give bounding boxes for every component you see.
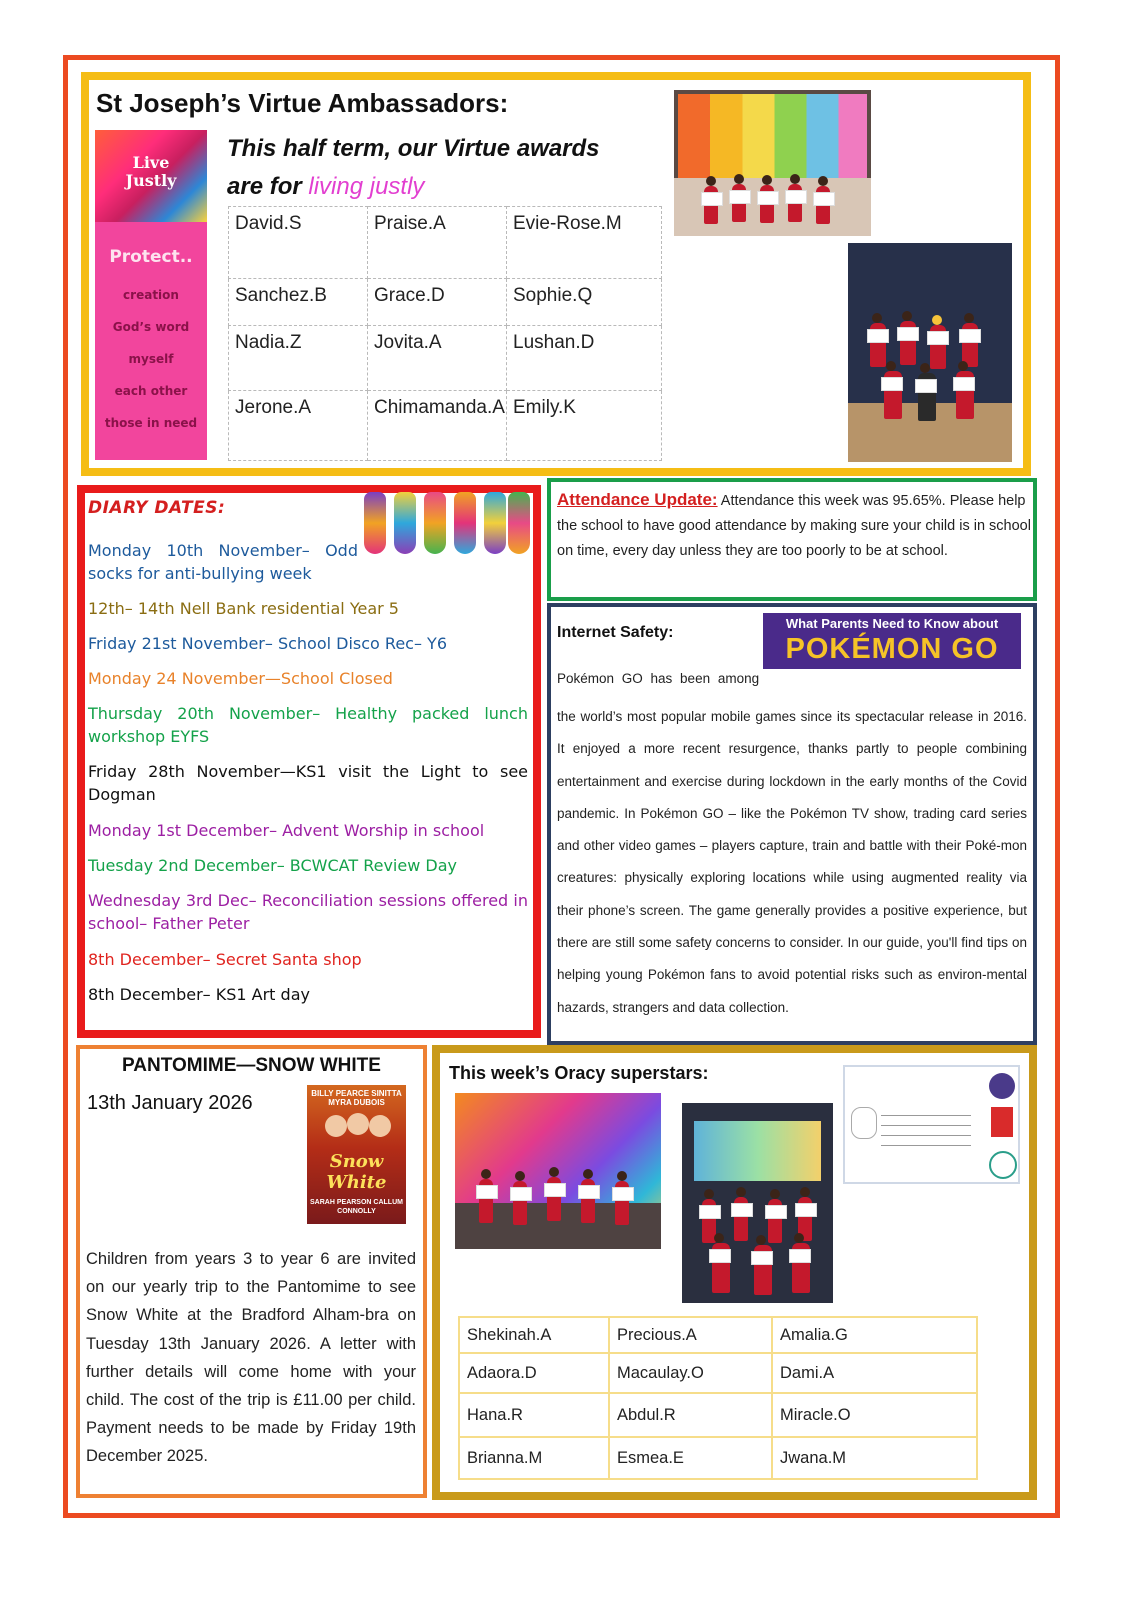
cert-tooth-icon [851,1107,877,1139]
child-figure [792,1243,810,1293]
name-cell: Jerone.A [229,391,368,461]
live-justly-banner [95,130,207,460]
name-cell: Emily.K [507,391,662,461]
cert-line [881,1145,971,1146]
name-cell: Nadia.Z [229,326,368,391]
cert-crest [991,1107,1013,1137]
diary-item: Monday 1st December– Advent Worship in school [88,821,485,840]
diary-item: Thursday 20th November– Healthy packed lunch workshop EYFS [88,704,528,746]
virtue-title: St Joseph’s Virtue Ambassadors: [96,88,509,118]
name-cell: David.S [229,207,368,279]
name-cell: Dami.A [772,1353,977,1393]
name-cell: Lushan.D [507,326,662,391]
table-row [459,1437,977,1479]
child-figure [712,1243,730,1293]
safety-intro: Pokémon GO has been among [557,671,760,686]
sock [508,492,530,554]
virtue-names-table [228,206,662,461]
pantomime-body: Children from years 3 to year 6 are invited on our yearly trip to the Pantomime to see Snow White at the Bradford Alham-bra on Tuesday 13th January 2026. A letter with further details will come home with your child. The cost of the trip is £11.00 per child. Payment needs to be made by Friday 19th December 2025. [86,1250,416,1466]
virtue-highlight: living justly [308,173,425,200]
child-figure [704,186,718,224]
name-cell: Macaulay.O [609,1353,772,1393]
poster-bottom-text: SARAH PEARSON CALLUM CONNOLLY [310,1199,403,1215]
name-cell: Shekinah.A [459,1317,609,1353]
odd-socks-image [362,492,530,562]
diary-item: 12th– 14th Nell Bank residential Year 5 [88,599,399,618]
table-row [229,326,662,391]
pantomime-date: 13th January 2026 [87,1092,253,1114]
child-figure [930,325,946,369]
sock [484,492,506,554]
diary-title: DIARY DATES: [88,498,226,518]
cert-line [881,1135,971,1136]
name-cell: Precious.A [609,1317,772,1353]
banner-item: each other [114,384,188,398]
cert-line [881,1115,971,1116]
name-cell: Esmea.E [609,1437,772,1479]
virtue-stage-photo [848,243,1012,462]
table-row [229,279,662,326]
name-cell: Sophie.Q [507,279,662,326]
name-cell: Grace.D [368,279,507,326]
virtue-subtitle-line1: This half term, our Virtue awards [227,135,600,162]
banner-item: creation [123,288,179,302]
diary-item: 8th December– KS1 Art day [88,985,310,1004]
cert-line [881,1125,971,1126]
table-row [459,1317,977,1353]
name-cell: Sanchez.B [229,279,368,326]
child-figure [884,371,902,419]
child-figure [513,1181,527,1225]
snow-white-poster [307,1085,406,1224]
child-figure [768,1199,782,1243]
child-figure [900,321,916,365]
child-figure [581,1179,595,1223]
cert-icon [989,1151,1017,1179]
child-figure [547,1177,561,1221]
name-cell: Praise.A [368,207,507,279]
banner-line2: POKÉMON GO [785,633,999,665]
name-cell: Amalia.G [772,1317,977,1353]
diary-item: Monday 10th November– Odd socks for anti-bullying week [88,541,358,583]
sock [424,492,446,554]
virtue-subtitle-pre: are for [227,173,309,200]
banner-heading: Live Justly [125,153,177,190]
name-cell: Adaora.D [459,1353,609,1393]
poster-top-text: BILLY PEARCE SINITTA MYRA DUBOIS [311,1089,402,1107]
oracy-stage-photo [682,1103,833,1303]
child-figure [615,1181,629,1225]
sock [394,492,416,554]
diary-item: Friday 21st November– School Disco Rec– Y6 [88,634,448,653]
virtue-subtitle-line2 [227,168,600,206]
diary-item: Friday 28th November—KS1 visit the Light to see Dogman [88,762,528,804]
pokemon-go-banner [763,613,1021,669]
virtue-group-photo [674,90,871,236]
banner-item: God’s word [112,320,190,334]
banner-line1: What Parents Need to Know about [785,616,999,631]
attendance-body: Attendance this week was 95.65%. Please help the school to have good attendance by making sure your child is in school on time, every day unless they are too poorly to be at school. [557,493,1031,559]
name-cell: Abdul.R [609,1393,772,1437]
name-cell: Miracle.O [772,1393,977,1437]
attendance-text [557,487,1031,564]
safety-heading: Internet Safety: [557,624,674,641]
table-row [459,1393,977,1437]
child-figure [816,186,830,224]
banner-protect: Protect.. [109,247,193,267]
oracy-group-photo [455,1093,661,1249]
child-figure [870,323,886,367]
oracy-names-table [458,1316,978,1480]
name-cell: Jovita.A [368,326,507,391]
table-row [459,1353,977,1393]
poster-face [325,1115,347,1137]
oracy-certificate-image [843,1065,1020,1184]
child-figure [918,373,936,421]
name-cell: Chimamanda.A [368,391,507,461]
name-cell: Evie-Rose.M [507,207,662,279]
banner-item: myself [128,352,174,366]
sock [454,492,476,554]
virtue-wall-display [678,94,867,178]
child-figure [754,1245,772,1295]
table-row [229,207,662,279]
child-figure [788,184,802,222]
banner-item: those in need [104,416,198,430]
child-figure [734,1197,748,1241]
child-figure [732,184,746,222]
diary-item: 8th December– Secret Santa shop [88,950,362,969]
safety-body: the world’s most popular mobile games since its spectacular release in 2016. It enjoyed a more recent resurgence, thanks partly to people combining entertainment and exercise during lockdown in the early months of the Covid pandemic. In Pokémon GO – like the Pokémon TV show, trading card series and other video games – players capture, train and battle with their Poké-mon creatures: physically exploring locations while using augmented reality via their phone’s screen. The game generally provides a positive experience, but there are still some safety concerns to consider. In our guide, you'll find tips on helping young Pokémon fans to avoid potential risks such as environ-mental hazards, strangers and data collection. [557,709,1027,1015]
poster-face [347,1113,369,1135]
poster-title: Snow White [326,1151,387,1193]
poster-face [369,1115,391,1137]
child-figure [956,371,974,419]
name-cell: Brianna.M [459,1437,609,1479]
cert-badge [989,1073,1015,1099]
child-figure [479,1179,493,1223]
table-row [229,391,662,461]
oracy-title: This week’s Oracy superstars: [449,1063,709,1083]
attendance-heading: Attendance Update: [557,490,718,509]
virtue-subtitle [227,130,600,206]
name-cell: Hana.R [459,1393,609,1437]
diary-item: Tuesday 2nd December– BCWCAT Review Day [88,856,457,875]
diary-item: Wednesday 3rd Dec– Reconciliation sessions offered in school– Father Peter [88,891,528,933]
sock [364,492,386,554]
name-cell: Jwana.M [772,1437,977,1479]
pantomime-title: PANTOMIME—SNOW WHITE [122,1055,381,1076]
diary-item: Monday 24 November—School Closed [88,669,393,688]
child-figure [760,185,774,223]
photo-screen [694,1121,821,1181]
